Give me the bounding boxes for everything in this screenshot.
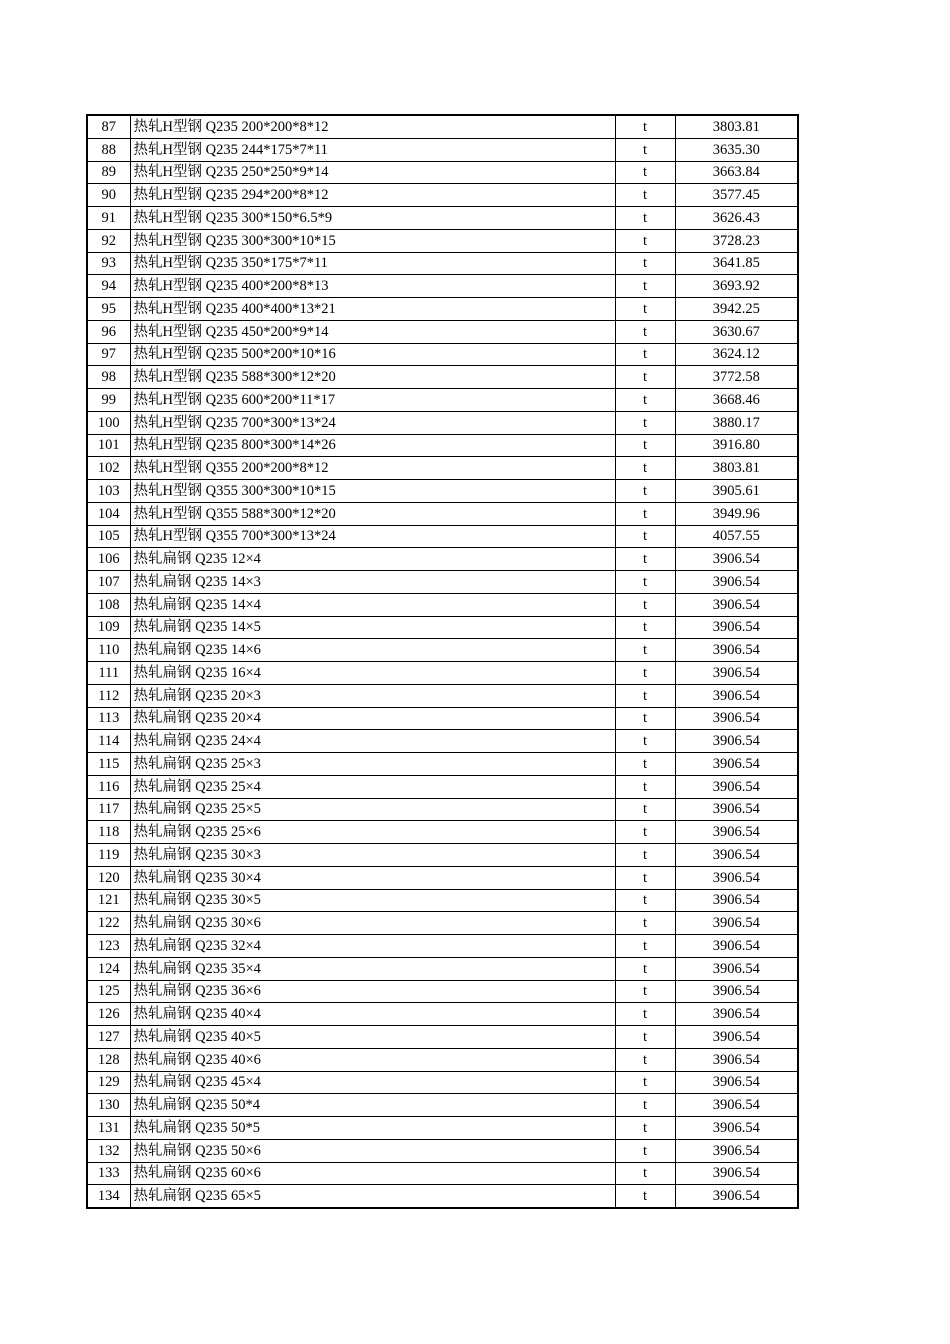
item-number-cell: 114 [87,730,130,753]
unit-cell: t [615,525,675,548]
price-cell: 3693.92 [675,275,798,298]
table-row [87,207,798,230]
price-cell: 3906.54 [675,1162,798,1185]
table-row [87,320,798,343]
item-number-cell: 102 [87,457,130,480]
material-spec-cell: 热轧扁钢 Q235 14×4 [130,593,615,616]
table-row [87,662,798,685]
material-spec-cell: 热轧H型钢 Q235 450*200*9*14 [130,320,615,343]
table-row [87,821,798,844]
price-cell: 3906.54 [675,1094,798,1117]
item-number-cell: 92 [87,229,130,252]
material-spec-cell: 热轧扁钢 Q235 50×6 [130,1139,615,1162]
item-number-cell: 119 [87,844,130,867]
item-number-cell: 130 [87,1094,130,1117]
unit-cell: t [615,502,675,525]
table-row [87,889,798,912]
price-cell: 3906.54 [675,821,798,844]
table-row [87,753,798,776]
item-number-cell: 105 [87,525,130,548]
item-number-cell: 111 [87,662,130,685]
table-row [87,1048,798,1071]
item-number-cell: 103 [87,480,130,503]
unit-cell: t [615,1162,675,1185]
table-row [87,298,798,321]
item-number-cell: 120 [87,866,130,889]
item-number-cell: 87 [87,115,130,138]
table-row [87,775,798,798]
table-row [87,1026,798,1049]
price-cell: 3906.54 [675,1185,798,1208]
material-spec-cell: 热轧扁钢 Q235 16×4 [130,662,615,685]
table-row [87,866,798,889]
material-spec-cell: 热轧扁钢 Q235 14×5 [130,616,615,639]
unit-cell: t [615,1026,675,1049]
item-number-cell: 100 [87,411,130,434]
table-row [87,457,798,480]
item-number-cell: 116 [87,775,130,798]
unit-cell: t [615,480,675,503]
unit-cell: t [615,298,675,321]
table-row [87,1071,798,1094]
unit-cell: t [615,457,675,480]
unit-cell: t [615,548,675,571]
unit-cell: t [615,821,675,844]
table-row [87,639,798,662]
item-number-cell: 107 [87,571,130,594]
unit-cell: t [615,866,675,889]
material-spec-cell: 热轧扁钢 Q235 32×4 [130,935,615,958]
unit-cell: t [615,115,675,138]
material-spec-cell: 热轧扁钢 Q235 36×6 [130,980,615,1003]
material-spec-cell: 热轧H型钢 Q235 250*250*9*14 [130,161,615,184]
price-cell: 3906.54 [675,935,798,958]
price-cell: 3906.54 [675,912,798,935]
unit-cell: t [615,707,675,730]
unit-cell: t [615,1071,675,1094]
item-number-cell: 122 [87,912,130,935]
table-row [87,593,798,616]
unit-cell: t [615,844,675,867]
item-number-cell: 88 [87,138,130,161]
table-row [87,935,798,958]
price-cell: 3630.67 [675,320,798,343]
material-spec-cell: 热轧H型钢 Q235 300*300*10*15 [130,229,615,252]
unit-cell: t [615,639,675,662]
unit-cell: t [615,138,675,161]
item-number-cell: 125 [87,980,130,1003]
material-spec-cell: 热轧H型钢 Q235 350*175*7*11 [130,252,615,275]
table-row [87,343,798,366]
table-row [87,525,798,548]
item-number-cell: 91 [87,207,130,230]
material-spec-cell: 热轧扁钢 Q235 24×4 [130,730,615,753]
table-row [87,389,798,412]
price-cell: 3906.54 [675,775,798,798]
item-number-cell: 128 [87,1048,130,1071]
unit-cell: t [615,1048,675,1071]
table-row [87,844,798,867]
table-row [87,434,798,457]
price-cell: 3906.54 [675,1139,798,1162]
table-row [87,502,798,525]
price-cell: 3906.54 [675,798,798,821]
item-number-cell: 108 [87,593,130,616]
item-number-cell: 115 [87,753,130,776]
price-cell: 3906.54 [675,889,798,912]
price-cell: 3906.54 [675,1117,798,1140]
material-spec-cell: 热轧扁钢 Q235 40×6 [130,1048,615,1071]
material-spec-cell: 热轧H型钢 Q235 600*200*11*17 [130,389,615,412]
material-spec-cell: 热轧扁钢 Q235 40×5 [130,1026,615,1049]
material-spec-cell: 热轧扁钢 Q235 20×4 [130,707,615,730]
price-cell: 3906.54 [675,753,798,776]
table-row [87,798,798,821]
table-row [87,1003,798,1026]
table-row [87,184,798,207]
material-spec-cell: 热轧扁钢 Q235 25×6 [130,821,615,844]
table-row [87,548,798,571]
item-number-cell: 90 [87,184,130,207]
price-cell: 3803.81 [675,115,798,138]
table-row [87,366,798,389]
item-number-cell: 104 [87,502,130,525]
table-row [87,411,798,434]
material-spec-cell: 热轧扁钢 Q235 45×4 [130,1071,615,1094]
table-row [87,275,798,298]
material-spec-cell: 热轧扁钢 Q235 35×4 [130,957,615,980]
price-cell: 3906.54 [675,616,798,639]
unit-cell: t [615,593,675,616]
material-spec-cell: 热轧H型钢 Q235 500*200*10*16 [130,343,615,366]
material-spec-cell: 热轧H型钢 Q235 400*200*8*13 [130,275,615,298]
material-spec-cell: 热轧H型钢 Q235 700*300*13*24 [130,411,615,434]
item-number-cell: 93 [87,252,130,275]
item-number-cell: 117 [87,798,130,821]
material-spec-cell: 热轧H型钢 Q355 700*300*13*24 [130,525,615,548]
price-cell: 3916.80 [675,434,798,457]
price-table [86,114,799,1209]
table-row [87,1139,798,1162]
price-cell: 3772.58 [675,366,798,389]
unit-cell: t [615,889,675,912]
table-row [87,957,798,980]
unit-cell: t [615,229,675,252]
item-number-cell: 98 [87,366,130,389]
table-row [87,616,798,639]
price-cell: 3880.17 [675,411,798,434]
table-row [87,1117,798,1140]
price-table-body [87,115,798,1208]
price-cell: 3949.96 [675,502,798,525]
price-cell: 3906.54 [675,593,798,616]
unit-cell: t [615,684,675,707]
unit-cell: t [615,161,675,184]
material-spec-cell: 热轧H型钢 Q235 294*200*8*12 [130,184,615,207]
material-spec-cell: 热轧H型钢 Q355 588*300*12*20 [130,502,615,525]
material-spec-cell: 热轧H型钢 Q235 200*200*8*12 [130,115,615,138]
item-number-cell: 106 [87,548,130,571]
price-cell: 3906.54 [675,1071,798,1094]
price-cell: 3906.54 [675,730,798,753]
material-spec-cell: 热轧扁钢 Q235 40×4 [130,1003,615,1026]
price-cell: 3906.54 [675,548,798,571]
item-number-cell: 123 [87,935,130,958]
price-cell: 3906.54 [675,1003,798,1026]
material-spec-cell: 热轧扁钢 Q235 25×4 [130,775,615,798]
unit-cell: t [615,1185,675,1208]
unit-cell: t [615,1117,675,1140]
item-number-cell: 109 [87,616,130,639]
material-spec-cell: 热轧扁钢 Q235 20×3 [130,684,615,707]
unit-cell: t [615,912,675,935]
material-spec-cell: 热轧扁钢 Q235 14×6 [130,639,615,662]
table-row [87,707,798,730]
unit-cell: t [615,207,675,230]
price-cell: 3906.54 [675,571,798,594]
material-spec-cell: 热轧H型钢 Q235 588*300*12*20 [130,366,615,389]
price-cell: 3906.54 [675,662,798,685]
price-cell: 3905.61 [675,480,798,503]
material-spec-cell: 热轧扁钢 Q235 65×5 [130,1185,615,1208]
material-spec-cell: 热轧扁钢 Q235 30×6 [130,912,615,935]
item-number-cell: 127 [87,1026,130,1049]
price-cell: 4057.55 [675,525,798,548]
table-row [87,480,798,503]
price-cell: 3942.25 [675,298,798,321]
price-cell: 3728.23 [675,229,798,252]
table-row [87,980,798,1003]
unit-cell: t [615,366,675,389]
price-cell: 3906.54 [675,684,798,707]
item-number-cell: 96 [87,320,130,343]
table-row [87,252,798,275]
table-row [87,138,798,161]
price-cell: 3906.54 [675,1026,798,1049]
item-number-cell: 112 [87,684,130,707]
price-cell: 3626.43 [675,207,798,230]
price-cell: 3663.84 [675,161,798,184]
material-spec-cell: 热轧扁钢 Q235 30×3 [130,844,615,867]
item-number-cell: 129 [87,1071,130,1094]
price-cell: 3906.54 [675,707,798,730]
item-number-cell: 94 [87,275,130,298]
unit-cell: t [615,275,675,298]
unit-cell: t [615,662,675,685]
unit-cell: t [615,798,675,821]
table-row [87,912,798,935]
item-number-cell: 110 [87,639,130,662]
material-spec-cell: 热轧扁钢 Q235 30×5 [130,889,615,912]
material-spec-cell: 热轧H型钢 Q235 800*300*14*26 [130,434,615,457]
table-row [87,730,798,753]
unit-cell: t [615,753,675,776]
table-row [87,571,798,594]
material-spec-cell: 热轧扁钢 Q235 25×3 [130,753,615,776]
item-number-cell: 113 [87,707,130,730]
item-number-cell: 95 [87,298,130,321]
material-spec-cell: 热轧H型钢 Q355 300*300*10*15 [130,480,615,503]
unit-cell: t [615,1094,675,1117]
item-number-cell: 126 [87,1003,130,1026]
unit-cell: t [615,252,675,275]
unit-cell: t [615,571,675,594]
table-row [87,1185,798,1208]
item-number-cell: 121 [87,889,130,912]
table-row [87,684,798,707]
unit-cell: t [615,935,675,958]
table-row [87,1094,798,1117]
unit-cell: t [615,434,675,457]
unit-cell: t [615,957,675,980]
price-cell: 3624.12 [675,343,798,366]
material-spec-cell: 热轧扁钢 Q235 60×6 [130,1162,615,1185]
material-spec-cell: 热轧扁钢 Q235 12×4 [130,548,615,571]
material-spec-cell: 热轧扁钢 Q235 25×5 [130,798,615,821]
unit-cell: t [615,184,675,207]
item-number-cell: 97 [87,343,130,366]
item-number-cell: 133 [87,1162,130,1185]
item-number-cell: 124 [87,957,130,980]
unit-cell: t [615,980,675,1003]
item-number-cell: 131 [87,1117,130,1140]
price-cell: 3906.54 [675,957,798,980]
material-spec-cell: 热轧H型钢 Q235 400*400*13*21 [130,298,615,321]
price-cell: 3803.81 [675,457,798,480]
price-cell: 3577.45 [675,184,798,207]
unit-cell: t [615,320,675,343]
table-row [87,115,798,138]
table-row [87,229,798,252]
item-number-cell: 99 [87,389,130,412]
item-number-cell: 134 [87,1185,130,1208]
price-cell: 3906.54 [675,844,798,867]
unit-cell: t [615,1003,675,1026]
item-number-cell: 118 [87,821,130,844]
unit-cell: t [615,411,675,434]
price-cell: 3906.54 [675,1048,798,1071]
table-row [87,161,798,184]
price-cell: 3641.85 [675,252,798,275]
price-cell: 3906.54 [675,980,798,1003]
unit-cell: t [615,1139,675,1162]
price-cell: 3906.54 [675,866,798,889]
material-spec-cell: 热轧扁钢 Q235 50*4 [130,1094,615,1117]
unit-cell: t [615,616,675,639]
item-number-cell: 132 [87,1139,130,1162]
price-cell: 3668.46 [675,389,798,412]
unit-cell: t [615,343,675,366]
unit-cell: t [615,775,675,798]
material-spec-cell: 热轧扁钢 Q235 14×3 [130,571,615,594]
unit-cell: t [615,730,675,753]
table-row [87,1162,798,1185]
price-cell: 3906.54 [675,639,798,662]
material-spec-cell: 热轧H型钢 Q235 244*175*7*11 [130,138,615,161]
unit-cell: t [615,389,675,412]
material-spec-cell: 热轧H型钢 Q235 300*150*6.5*9 [130,207,615,230]
item-number-cell: 89 [87,161,130,184]
item-number-cell: 101 [87,434,130,457]
material-spec-cell: 热轧扁钢 Q235 50*5 [130,1117,615,1140]
price-cell: 3635.30 [675,138,798,161]
material-spec-cell: 热轧H型钢 Q355 200*200*8*12 [130,457,615,480]
material-spec-cell: 热轧扁钢 Q235 30×4 [130,866,615,889]
